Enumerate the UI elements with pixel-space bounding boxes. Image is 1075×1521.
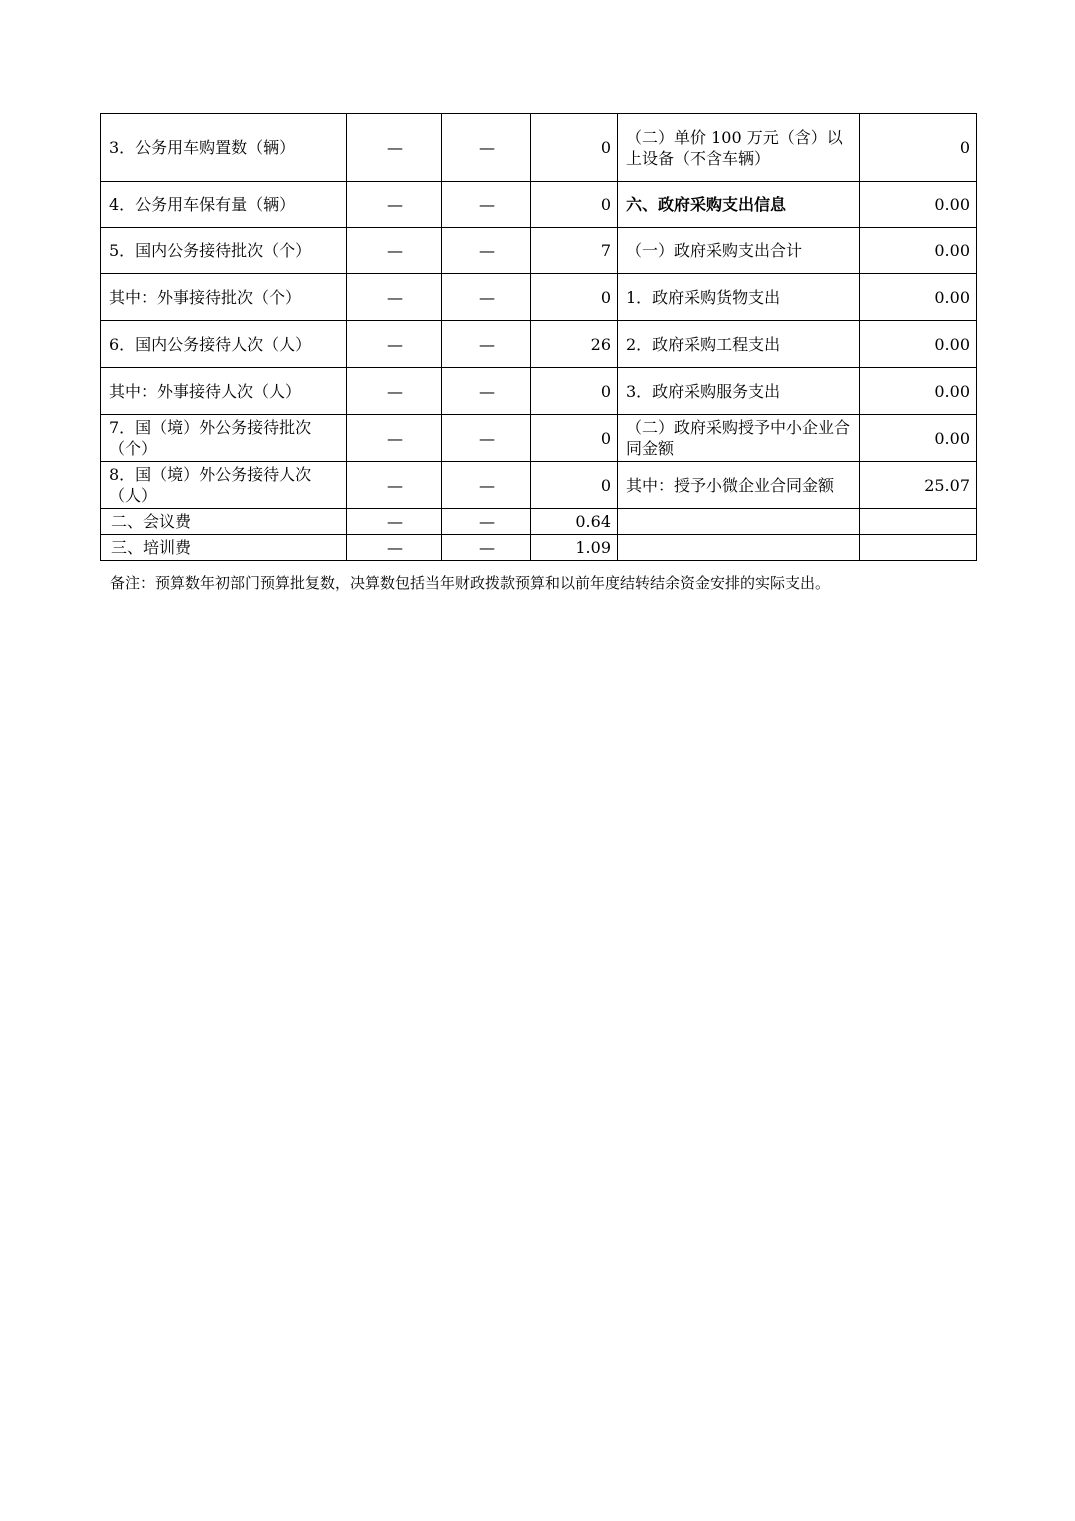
final-cell: 0.64 — [531, 509, 618, 535]
table-row — [101, 415, 977, 462]
value2-cell — [860, 509, 977, 535]
item-cell: 6．国内公务接待人次（人） — [101, 321, 347, 368]
final-cell: 0 — [531, 368, 618, 415]
value2-cell: 0.00 — [860, 368, 977, 415]
table-row — [101, 462, 977, 509]
item-cell: 二、会议费 — [101, 509, 347, 535]
adjusted-cell: — — [442, 368, 531, 415]
item2-cell: 3．政府采购服务支出 — [618, 368, 860, 415]
table-row — [101, 321, 977, 368]
adjusted-cell: — — [442, 415, 531, 462]
item2-cell: （一）政府采购支出合计 — [618, 228, 860, 274]
item-cell: 其中：外事接待批次（个） — [101, 274, 347, 321]
final-cell: 26 — [531, 321, 618, 368]
item-cell: 4．公务用车保有量（辆） — [101, 182, 347, 228]
value2-cell: 0.00 — [860, 228, 977, 274]
item-cell: 7．国（境）外公务接待批次（个） — [101, 415, 347, 462]
adjusted-cell: — — [442, 321, 531, 368]
item-cell: 3．公务用车购置数（辆） — [101, 114, 347, 182]
final-cell: 1.09 — [531, 535, 618, 561]
budget-cell: — — [347, 368, 442, 415]
expenditure-table — [100, 113, 977, 561]
adjusted-cell: — — [442, 182, 531, 228]
final-cell: 0 — [531, 114, 618, 182]
footnote: 备注：预算数年初部门预算批复数，决算数包括当年财政拨款预算和以前年度结转结余资金安排的实际支出。 — [110, 574, 831, 592]
adjusted-cell: — — [442, 114, 531, 182]
item-cell: 8．国（境）外公务接待人次（人） — [101, 462, 347, 509]
budget-cell: — — [347, 415, 442, 462]
value2-cell — [860, 535, 977, 561]
final-cell: 0 — [531, 462, 618, 509]
value2-cell: 0 — [860, 114, 977, 182]
table-row — [101, 509, 977, 535]
table-row — [101, 368, 977, 415]
budget-cell: — — [347, 114, 442, 182]
table-row — [101, 114, 977, 182]
table-row — [101, 535, 977, 561]
budget-cell: — — [347, 182, 442, 228]
final-cell: 0 — [531, 182, 618, 228]
item2-cell: （二）单价 100 万元（含）以上设备（不含车辆） — [618, 114, 860, 182]
value2-cell: 25.07 — [860, 462, 977, 509]
section-heading-cell: 六、政府采购支出信息 — [618, 182, 860, 228]
value2-cell: 0.00 — [860, 182, 977, 228]
item2-cell: 2．政府采购工程支出 — [618, 321, 860, 368]
adjusted-cell: — — [442, 228, 531, 274]
final-cell: 0 — [531, 274, 618, 321]
budget-cell: — — [347, 509, 442, 535]
table-row — [101, 228, 977, 274]
item2-cell — [618, 535, 860, 561]
item2-cell: 1．政府采购货物支出 — [618, 274, 860, 321]
adjusted-cell: — — [442, 509, 531, 535]
final-cell: 0 — [531, 415, 618, 462]
item2-cell — [618, 509, 860, 535]
value2-cell: 0.00 — [860, 274, 977, 321]
final-cell: 7 — [531, 228, 618, 274]
budget-cell: — — [347, 462, 442, 509]
item-cell: 5．国内公务接待批次（个） — [101, 228, 347, 274]
item2-cell: （二）政府采购授予中小企业合同金额 — [618, 415, 860, 462]
value2-cell: 0.00 — [860, 415, 977, 462]
budget-cell: — — [347, 321, 442, 368]
budget-cell: — — [347, 535, 442, 561]
item-cell: 其中：外事接待人次（人） — [101, 368, 347, 415]
item-cell: 三、培训费 — [101, 535, 347, 561]
value2-cell: 0.00 — [860, 321, 977, 368]
budget-cell: — — [347, 274, 442, 321]
table-row — [101, 274, 977, 321]
budget-cell: — — [347, 228, 442, 274]
adjusted-cell: — — [442, 462, 531, 509]
item2-cell: 其中：授予小微企业合同金额 — [618, 462, 860, 509]
table-row — [101, 182, 977, 228]
adjusted-cell: — — [442, 535, 531, 561]
adjusted-cell: — — [442, 274, 531, 321]
